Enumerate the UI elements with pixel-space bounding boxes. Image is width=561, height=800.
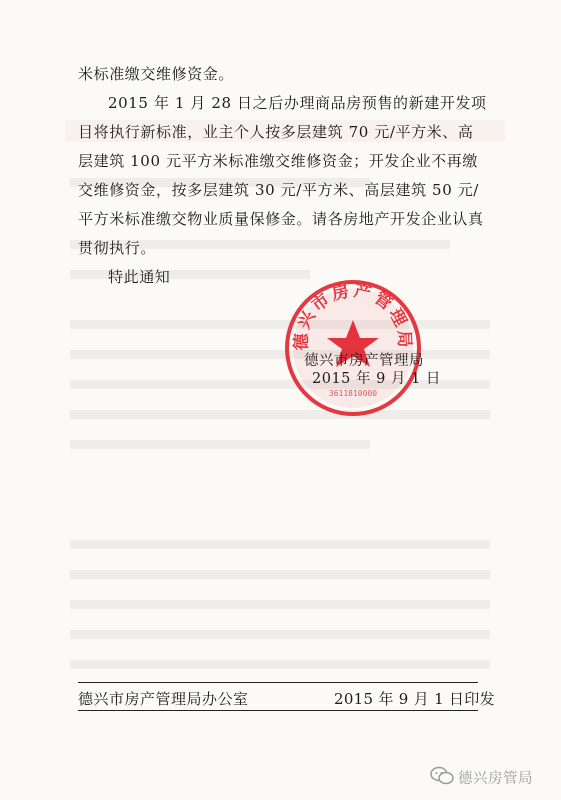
notice-body	[78, 60, 488, 292]
footer-top-rule	[78, 682, 478, 683]
paragraph-continuation: 米标准缴交维修资金。	[78, 65, 235, 83]
closing-phrase: 特此通知	[108, 268, 171, 286]
signature-date: 2015 年 9 月 1 日	[312, 371, 441, 387]
signature-issuer: 德兴市房产管理局	[304, 353, 424, 369]
official-seal	[283, 278, 423, 418]
svg-text:德兴市房产管理局: 德兴市房产管理局	[291, 280, 415, 351]
svg-text:3611810000: 3611810000	[328, 389, 378, 398]
wechat-icon	[430, 766, 454, 786]
footer-print-date: 2015 年 9 月 1 日印发	[334, 690, 495, 708]
watermark-text: 德兴房管局	[458, 771, 533, 787]
watermark	[430, 764, 560, 790]
footer-bottom-rule	[78, 710, 478, 711]
footer-office: 德兴市房产管理局办公室	[78, 690, 249, 708]
paragraph-new-standard: 2015 年 1 月 28 日之后办理商品房预售的新建开发项目将执行新标准，业主个人按多层建筑 70 元/平方米、高层建筑 100 元平方米标准缴交维修资金；开发企业不再缴交维修资金，按多层建筑 30 元/平方米、高层建筑 50 元/平方米标准缴交物业质量保修金。请各房地产开发企业认真贯彻执行。	[78, 94, 487, 257]
